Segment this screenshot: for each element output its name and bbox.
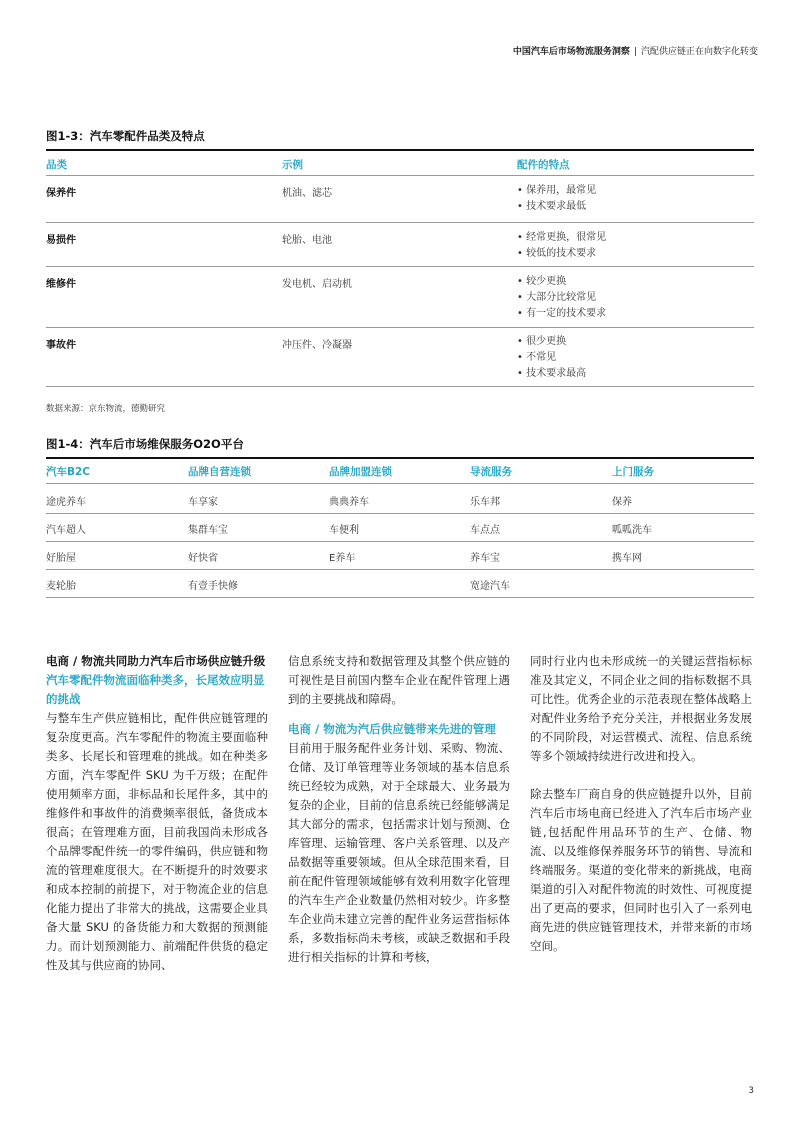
fig13-row3-example: 发电机、启动机 [282, 279, 352, 290]
table-cell: E养车 [329, 553, 356, 564]
section-subheading: 汽车零配件物流面临种类多，长尾效应明显的挑战 [46, 673, 265, 706]
figure-1-4-title: 图1-4：汽车后市场维保服务O2O平台 [46, 437, 244, 451]
fig14-col-header-own-chain: 品牌自营连锁 [188, 466, 251, 478]
article-column-1 [46, 652, 268, 975]
list-item: • 较低的技术要求 [517, 246, 606, 262]
row-divider [46, 483, 754, 484]
table-cell: 宽途汽车 [470, 581, 510, 592]
data-source-note: 数据来源：京东物流，德勤研究 [46, 404, 166, 414]
fig13-col-header-example: 示例 [282, 159, 303, 171]
table-cell: 好胎屋 [46, 553, 76, 564]
fig14-col-header-door-service: 上门服务 [612, 466, 654, 478]
fig13-row3-features [517, 274, 606, 322]
table-cell: 呱呱洗车 [612, 525, 652, 536]
fig13-row2-example: 轮胎、电池 [282, 235, 332, 246]
fig13-col-header-features: 配件的特点 [517, 159, 570, 171]
table-cell: 车点点 [470, 525, 500, 536]
row-divider [46, 327, 754, 328]
list-item: • 技术要求最低 [517, 199, 596, 215]
list-item: • 技术要求最高 [517, 366, 586, 382]
page-number: 3 [748, 1086, 754, 1096]
body-paragraph: 同时行业内也未形成统一的关键运营指标标准及其定义，不同企业之间的指标数据不具可比性。优秀企业的示范表现在整体战略上对配件业务给予充分关注，并根据业务发展的不同阶段，对运营模式、流程、信息系统等多个领域持续进行改进和投入。 [530, 654, 752, 763]
table-top-rule [46, 457, 754, 459]
fig13-row2-category: 易损件 [46, 235, 76, 246]
figure-1-3-title: 图1-3：汽车零配件品类及特点 [46, 129, 205, 143]
fig14-col-header-franchise-chain: 品牌加盟连锁 [329, 466, 392, 478]
fig13-row2-features [517, 230, 606, 262]
table-cell: 车享家 [188, 497, 218, 508]
header-title: 中国汽车后市场物流服务洞察 [512, 47, 630, 57]
table-cell: 有壹手快修 [188, 581, 238, 592]
table-cell: 好快省 [188, 553, 218, 564]
section-heading: 电商 / 物流共同助力汽车后市场供应链升级 [46, 654, 266, 668]
list-item: • 不常见 [517, 350, 586, 366]
section-subheading: 电商 / 物流为汽后供应链带来先进的管理 [288, 722, 496, 736]
table-cell: 车便利 [329, 525, 359, 536]
row-divider [46, 266, 754, 267]
table-bottom-rule [46, 386, 754, 387]
fig14-col-header-b2c: 汽车B2C [46, 466, 91, 478]
row-divider [46, 541, 754, 542]
row-divider [46, 513, 754, 514]
header-subtitle: 汽配供应链正在向数字化转变 [640, 47, 758, 57]
body-paragraph: 信息系统支持和数据管理及其整个供应链的可视性是目前国内整车企业在配件管理上遇到的主要挑战和障碍。 [288, 654, 510, 706]
table-cell: 途虎养车 [46, 497, 86, 508]
fig13-row3-category: 维修件 [46, 279, 76, 290]
body-paragraph: 除去整车厂商自身的供应链提升以外，目前汽车后市场电商已经进入了汽车后市场产业链,包括配件用品环节的生产、仓储、物流、以及维修保养服务环节的销售、导流和终端服务。渠道的变化带来的新挑战，电商渠道的引入对配件物流的时效性、可视度提出了更高的要求，但同时也引入了一系列电商先进的供应链管理技术，并带来新的市场空间。 [530, 787, 752, 953]
list-item: • 大部分比较常见 [517, 290, 606, 306]
fig13-row1-category: 保养件 [46, 188, 76, 199]
table-cell: 汽车超人 [46, 525, 86, 536]
header-separator: | [633, 47, 637, 57]
article-column-2 [288, 652, 510, 967]
table-cell: 携车网 [612, 553, 642, 564]
article-column-3 [530, 652, 752, 956]
table-bottom-rule [46, 597, 754, 598]
table-cell: 麦轮胎 [46, 581, 76, 592]
body-paragraph: 与整车生产供应链相比，配件供应链管理的复杂度更高。汽车零配件的物流主要面临种类多、长尾长和管理难的挑战。如在种类多方面，汽车零配件 SKU 为千万级；在配件使用频率方面，非标品和长尾件多，其中的维修件和事故件的消费频率很低，备货成本很高；在管理难方面，目前我国尚未形成各个品牌零配件统一的零件编码，供应链和物流的管理难度很大。在不断提升的时效要求和成本控制的前提下，对于物流企业的信息化能力提出了非常大的挑战，这需要企业具备大量 SKU 的备货能力和大数据的预测能力。而计划预测能力、前端配件供货的稳定性及其与供应商的协同、 [46, 711, 268, 972]
row-divider [46, 175, 754, 176]
fig13-col-header-category: 品类 [46, 159, 67, 171]
list-item: • 较少更换 [517, 274, 606, 290]
list-item: • 有一定的技术要求 [517, 306, 606, 322]
table-cell: 保养 [612, 497, 632, 508]
table-cell: 乐车邦 [470, 497, 500, 508]
list-item: • 很少更换 [517, 334, 586, 350]
fig13-row1-features [517, 183, 596, 215]
list-item: • 保养用，最常见 [517, 183, 596, 199]
table-cell: 养车宝 [470, 553, 500, 564]
fig14-col-header-traffic: 导流服务 [470, 466, 512, 478]
list-item: • 经常更换，很常见 [517, 230, 606, 246]
body-paragraph: 目前用于服务配件业务计划、采购、物流、仓储、及订单管理等业务领域的基本信息系统已经较为成熟，对于全球最大、业务最为复杂的企业，目前的信息系统已经能够满足其大部分的需求，包括需求计划与预测、仓库管理、运输管理、客户关系管理、以及产品数据等重要领域。但从全球范围来看，目前在配件管理领域能够有效利用数字化管理的汽车生产企业数量仍然相对较少。许多整车企业尚未建立完善的配件业务运营指标体系，多数指标尚未考核，或缺乏数据和手段进行相关指标的计算和考核， [288, 741, 510, 964]
fig13-row1-example: 机油、滤芯 [282, 188, 332, 199]
fig13-row4-example: 冲压件、冷凝器 [282, 340, 352, 351]
row-divider [46, 569, 754, 570]
table-cell: 集群车宝 [188, 525, 228, 536]
table-cell: 典典养车 [329, 497, 369, 508]
table-top-rule [46, 149, 754, 151]
row-divider [46, 222, 754, 223]
fig13-row4-category: 事故件 [46, 340, 76, 351]
fig13-row4-features [517, 334, 586, 382]
running-header [513, 44, 758, 57]
